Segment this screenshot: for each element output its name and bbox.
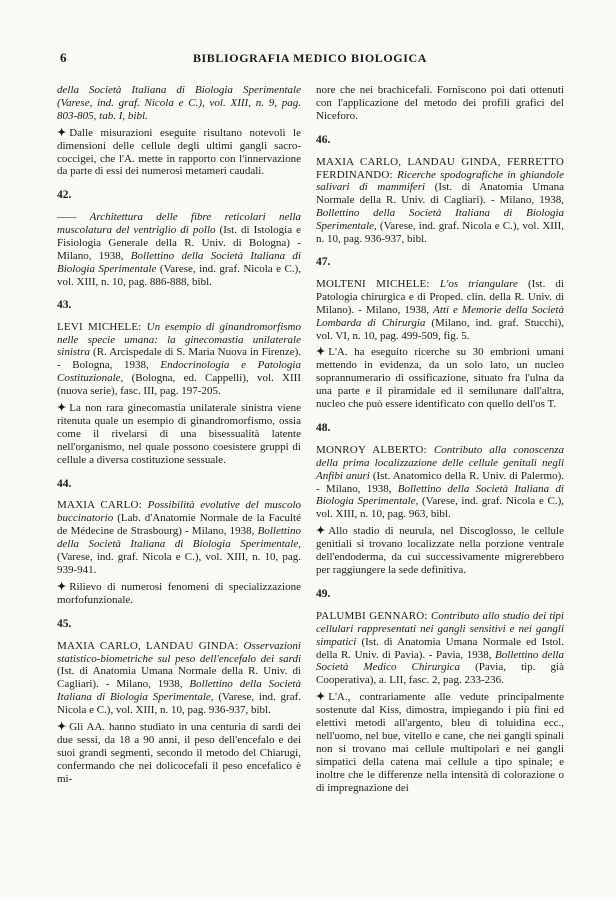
- author-name: MAXIA CARLO, LANDAU GINDA:: [57, 639, 244, 652]
- reference-text: PALUMBI GENNARO: Contributo allo studio dei tipi cellulari rappresentati nei gangli sensitivi e nei gangli simpatici (Ist. di Anatomia Umana Normale ed Istol. della R. Univ. di Pavia). - Pavia, 1938, Bollettino della Società Medico Chirurgica (Pavia, tip. già Cooperativa), a. LII, fasc. 2, pag. 233-236.: [316, 609, 564, 687]
- entry-number: 43.: [57, 298, 72, 311]
- author-name: PALUMBI GENNARO:: [316, 609, 432, 622]
- abstract-note: ✦ Gli AA. hanno studiato in una centuria di sardi dei due sessi, da 18 a 90 anni, il peso dell'encefalo e dei suoi grandi segmenti, secondo il metodo del Chiarugi, confermando che nei dolicocefali il peso encefalico è mi-: [57, 721, 301, 785]
- cross-marker-icon: ✦: [316, 525, 326, 538]
- abstract-note: ✦ La non rara ginecomastia unilaterale sinistra viene ritenuta quale un esempio di ginandromorfismo, ossia come il rivelarsi di una bisessualità latente nell'organismo, nel quale possono coesistere gruppi di cellule a diversa costituzione sessuale.: [57, 402, 301, 466]
- abstract-note: ✦ Rilievo di numerosi fenomeni di specializzazione morfofunzionale.: [57, 580, 301, 606]
- reference-text: LEVI MICHELE: Un esempio di ginandromorfismo nelle specie umana: la ginecomastia unilaterale sinistra (R. Arcispedale di S. Maria Nuova in Firenze). - Bologna, 1938, Endocrinologia e Patologia Costituzionale, (Bologna, ed. Cappelli), vol. XIII (nuova serie), fasc. III, pag. 197-205.: [57, 320, 301, 398]
- entry-number: 47.: [316, 255, 331, 268]
- entry-41-continued: [57, 84, 301, 178]
- entry-47: [316, 256, 564, 411]
- cross-marker-icon: ✦: [316, 346, 326, 359]
- reference-text: MAXIA CARLO: Possibilità evolutive del muscolo buccinatorio (Lab. d'Anatomie Normale de la Faculté de Médecine de Strasbourg) - Milano, 1938, Bollettino della Società Italiana di Biologia Sperimentale, (Varese, ind. graf. Nicola e C.), vol. XIII, n. 10, pag. 939-941.: [57, 499, 301, 576]
- reference-text: della Società Italiana di Biologia Sperimentale (Varese, ind. graf. Nicola e C.), vol. XIII, n. 9, pag. 803-805, tab. I, bibl.: [57, 84, 301, 122]
- running-title: BIBLIOGRAFIA MEDICO BIOLOGICA: [192, 51, 428, 65]
- entry-43: [57, 299, 301, 467]
- entry-number: 44.: [57, 477, 72, 490]
- reference-text: MOLTENI MICHELE: L'os triangulare (Ist. di Patologia chirurgica e di Proped. clin. della R. Univ. di Milano). - Milano, 1938, Atti e Memorie della Società Lombarda di Chirurgia (Milano, ind. graf. Stucchi), vol. VI, n. 10, pag. 499-509, fig. 5.: [316, 277, 564, 342]
- reference-text: MAXIA CARLO, LANDAU GINDA, FERRETTO FERDINANDO: Ricerche spodografiche in ghiandole salivari di mammiferi (Ist. di Anatomia Umana Normale della R. Univ. di Cagliari). - Milano, 1938, Bollettino della Società Italiana di Biologia Sperimentale, (Varese, ind. graf. Nicola e C.), vol. XIII, n. 10, pag. 936-937, bibl.: [316, 155, 564, 246]
- right-column: [316, 84, 564, 806]
- page-header: [52, 50, 568, 70]
- author-name: LEVI MICHELE:: [57, 320, 147, 333]
- cross-marker-icon: ✦: [57, 721, 67, 734]
- entry-number: 49.: [316, 587, 331, 600]
- reference-text: MAXIA CARLO, LANDAU GINDA: Osservazioni statistico-biometriche sul peso dell'encefalo dei sardi (Ist. di Anatomia Umana Normale della R. Univ. di Cagliari). - Milano, 1938, Bollettino della Società Italiana di Biologia Sperimentale, (Varese, ind. graf. Nicola e C.), vol. XIII, n. 10, pag. 936-937, bibl.: [57, 639, 301, 717]
- abstract-note: ✦ Allo stadio di neurula, nel Discoglosso, le cellule genitiali si trovano localizzate nella porzione ventrale dell'endoderma, da cui successivamente migrerebbero per raggiungere la sede definitiva.: [316, 525, 564, 576]
- cross-marker-icon: ✦: [57, 126, 67, 139]
- page-number: 6: [60, 50, 67, 65]
- abstract-note: ✦ L'A., contrariamente alle vedute principalmente sostenute dal Kiss, dimostra, impiegando i più fini ed elettivi metodi all'argento, bleu di toluidina ecc., nell'uomo, nel bue, vitello e cane, che nei gangli spinali non si trovano mai cellule multipolari e nei gangli simpatici della catena mai cellule a tipo spinale; e inoltre che le differenze nella intensità di colorazione o di impregnazione dei: [316, 691, 564, 794]
- author-name: MOLTENI MICHELE:: [316, 277, 440, 290]
- entry-number: 45.: [57, 617, 72, 630]
- reference-text: MONROY ALBERTO: Contributo alla conoscenza della prima localizzazione delle cellule genitali negli Anfibi anuri (Ist. Anatomico della R. Univ. di Palermo). - Milano, 1938, Bollettino della Società Italiana di Biologia Sperimentale, (Varese, ind. graf. Nicola e C.), vol. XIII, n. 10, pag. 963, bibl.: [316, 443, 565, 521]
- abstract-note: ✦ Dalle misurazioni eseguite risultano notevoli le dimensioni delle cellule degli ultimi gangli sacro-coccigei, che l'A. mette in rapporto con l'innervazione da parte di essi dei numerosi metameri caudali.: [57, 126, 301, 178]
- cross-marker-icon: ✦: [57, 580, 67, 593]
- entry-42: [57, 189, 301, 288]
- left-column: [57, 84, 301, 797]
- entry-46: [316, 134, 564, 246]
- abstract-note: nore che nei brachicefali. Forniscono poi dati ottenuti con l'applicazione del metodo dei profili grafici del Niceforo.: [316, 84, 564, 122]
- entry-number: 42.: [57, 189, 72, 202]
- cross-marker-icon: ✦: [316, 691, 326, 704]
- author-name: MAXIA CARLO, LANDAU GINDA, FERRETTO FERDINANDO:: [316, 155, 564, 181]
- reference-text: —— Architettura delle fibre reticolari nella muscolatura del ventriglio di pollo (Ist. di Istologia e Fisiologia Generale della R. Univ. di Bologna) - Milano, 1938, Bollettino della Società Italiana di Biologia Sperimentale (Varese, ind. graf. Nicola e C.), vol. XIII, n. 10, pag. 886-888, bibl.: [57, 211, 301, 288]
- cross-marker-icon: ✦: [57, 402, 67, 415]
- author-name: MONROY ALBERTO:: [316, 443, 434, 456]
- author-name: MAXIA CARLO:: [57, 499, 148, 512]
- entry-44: [57, 478, 301, 607]
- entry-number: 46.: [316, 133, 331, 146]
- entry-45: [57, 618, 301, 786]
- entry-48: [316, 422, 564, 577]
- entry-number: 48.: [316, 421, 331, 434]
- entry-45-continued: [316, 84, 564, 123]
- abstract-note: ✦ L'A. ha eseguito ricerche su 30 embrioni umani mettendo in evidenza, da un solo lato, un nucleo soprannumerario di ossificazione, situato fra l'ulna da una parte e il piramidale ed il semilunare dall'altra, nucleo che può essere identificato con quello dell'os T.: [316, 346, 564, 411]
- entry-49: [316, 588, 564, 795]
